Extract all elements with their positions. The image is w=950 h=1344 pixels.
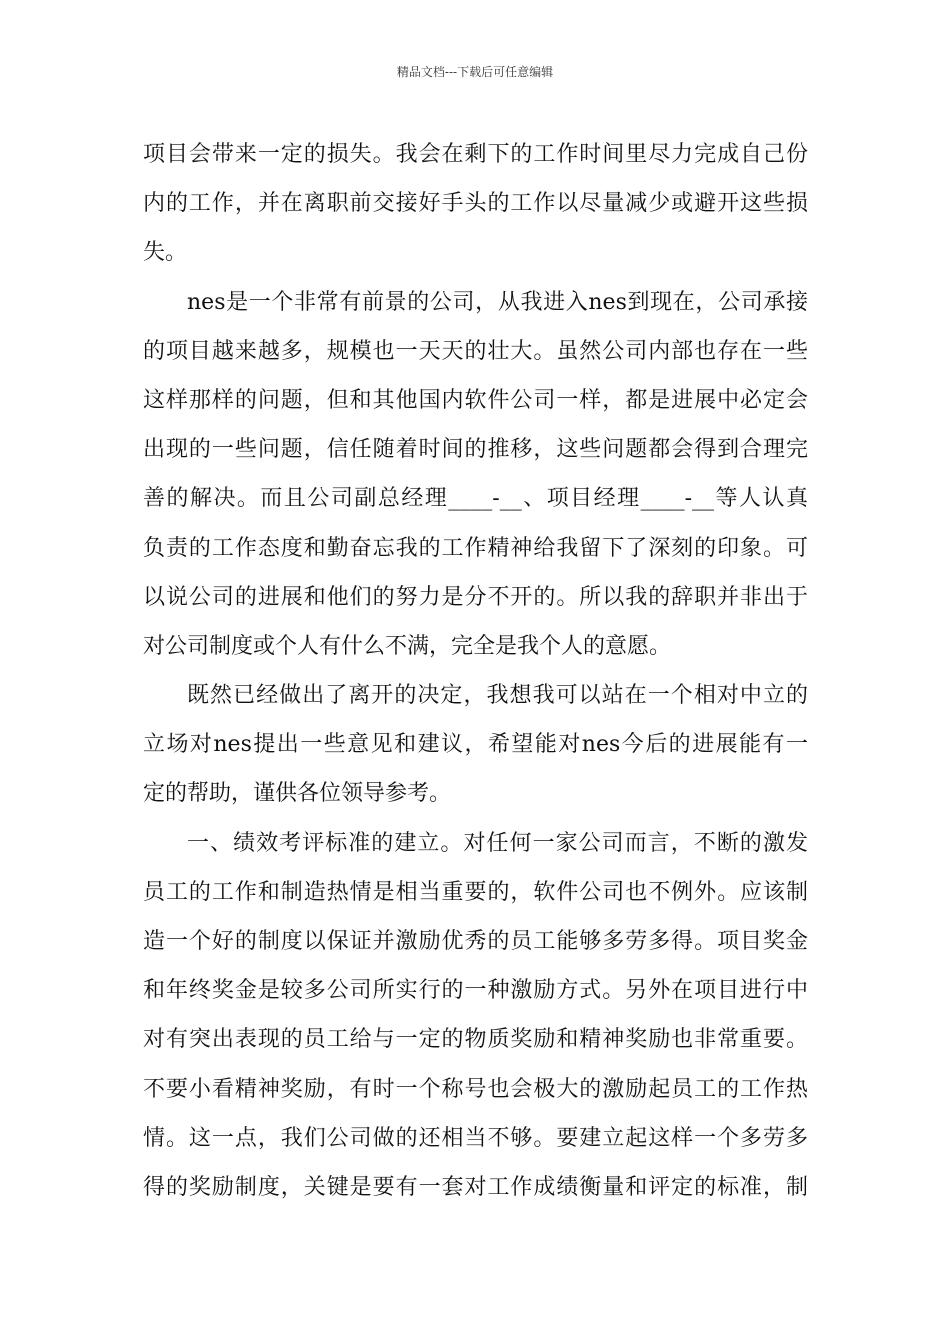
body-line: 失。 — [143, 240, 188, 266]
body-line: 善的解决。而且公司副总经理____-__、项目经理____-__等人认真 — [143, 486, 808, 512]
body-line: 情。这一点，我们公司做的还相当不够。要建立起这样一个多劳多 — [143, 1125, 808, 1151]
body-line: 这样那样的问题，但和其他国内软件公司一样，都是进展中必定会 — [143, 387, 808, 413]
body-line: 对公司制度或个人有什么不满，完全是我个人的意愿。 — [143, 633, 672, 659]
paragraph-first-line: nes是一个非常有前景的公司，从我进入nes到现在，公司承接 — [187, 289, 808, 315]
body-line: 造一个好的制度以保证并激励优秀的员工能够多劳多得。项目奖金 — [143, 929, 808, 954]
paragraph-first-line: 一、绩效考评标准的建立。对任何一家公司而言，不断的激发 — [187, 830, 808, 856]
body-line: 以说公司的进展和他们的努力是分不开的。所以我的辞职并非出于 — [143, 584, 808, 610]
page-header: 精品文档---下载后可任意编辑 — [396, 65, 554, 79]
body-line: 员工的工作和制造热情是相当重要的，软件公司也不例外。应该制 — [143, 879, 808, 905]
body-line: 对有突出表现的员工给与一定的物质奖励和精神奖励也非常重要。 — [143, 1027, 808, 1053]
paragraph-first-line: 既然已经做出了离开的决定，我想我可以站在一个相对中立的 — [187, 683, 808, 709]
body-line: 立场对nes提出一些意见和建议，希望能对nes今后的进展能有一 — [143, 732, 808, 758]
body-line: 定的帮助，谨供各位领导参考。 — [143, 781, 452, 807]
body-line: 出现的一些问题，信任随着时间的推移，这些问题都会得到合理完 — [143, 437, 808, 463]
body-line: 负责的工作态度和勤奋忘我的工作精神给我留下了深刻的印象。可 — [143, 535, 808, 561]
body-line: 得的奖励制度，关键是要有一套对工作成绩衡量和评定的标准，制 — [143, 1174, 808, 1200]
body-line: 和年终奖金是较多公司所实行的一种激励方式。另外在项目进行中 — [143, 978, 808, 1004]
body-line: 项目会带来一定的损失。我会在剩下的工作时间里尽力完成自己份 — [143, 142, 808, 167]
body-line: 的项目越来越多，规模也一天天的壮大。虽然公司内部也存在一些 — [143, 338, 808, 364]
body-line: 不要小看精神奖励，有时一个称号也会极大的激励起员工的工作热 — [143, 1076, 808, 1102]
body-line: 内的工作，并在离职前交接好手头的工作以尽量减少或避开这些损 — [143, 191, 808, 217]
document-body — [143, 130, 808, 1212]
